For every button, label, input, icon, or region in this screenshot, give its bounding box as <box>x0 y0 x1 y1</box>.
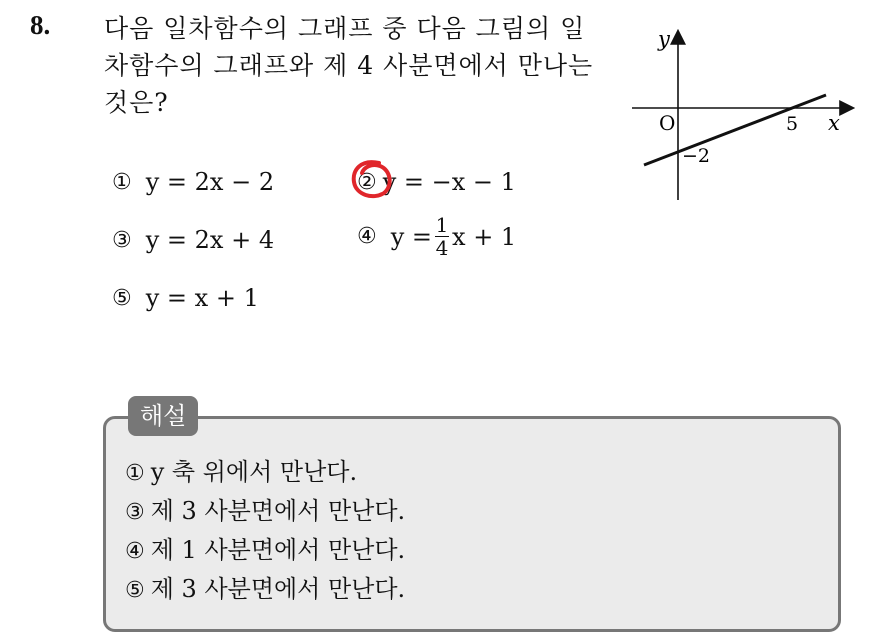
selected-answer-circle <box>349 158 395 202</box>
solution-text: 제 1 사분면에서 만난다. <box>150 536 406 564</box>
choice-mark: ④ <box>357 224 377 249</box>
choice-equation-suffix: x + 1 <box>452 222 517 251</box>
choice-equation: y = −x − 1 <box>382 168 516 196</box>
solution-mark: ③ <box>125 500 145 525</box>
x-intercept-label: 5 <box>786 113 799 135</box>
solution-title: 해설 <box>128 396 198 436</box>
y-intercept-label: −2 <box>682 145 711 167</box>
fraction-numerator: 1 <box>435 213 449 237</box>
choice-equation: y = x + 1 <box>145 284 259 312</box>
x-axis-label: x <box>828 111 840 135</box>
choice-mark: ③ <box>112 227 132 253</box>
solution-line <box>125 452 357 487</box>
solution-mark: ④ <box>125 539 145 564</box>
solution-text: y 축 위에서 만난다. <box>150 458 358 486</box>
solution-text: 제 3 사분면에서 만난다. <box>150 575 406 603</box>
choice-1[interactable] <box>112 168 274 196</box>
choice-mark: ② <box>357 169 377 195</box>
question-number: 8. <box>30 10 51 40</box>
fraction-denominator: 4 <box>435 236 449 260</box>
question-line: 차함수의 그래프와 제 4 사분면에서 만나는 <box>104 51 594 80</box>
choice-mark: ① <box>112 169 132 195</box>
question-line: 것은? <box>104 88 169 117</box>
choice-equation-prefix: y = <box>390 222 433 251</box>
choice-4[interactable] <box>357 214 516 259</box>
choice-equation: y = 2x + 4 <box>145 226 275 254</box>
choice-3[interactable] <box>112 226 274 254</box>
y-axis-label: y <box>658 27 670 51</box>
solution-line <box>125 491 405 526</box>
solution-mark: ⑤ <box>125 578 145 603</box>
solution-mark: ① <box>125 461 145 486</box>
solution-text: 제 3 사분면에서 만난다. <box>150 497 406 525</box>
solution-line <box>125 530 405 565</box>
solution-line <box>125 569 405 604</box>
choice-5[interactable] <box>112 284 259 312</box>
choice-equation: y = 2x − 2 <box>145 168 275 196</box>
choice-mark: ⑤ <box>112 285 132 311</box>
origin-label: O <box>659 111 676 135</box>
fraction <box>435 214 449 259</box>
question-text <box>104 10 614 121</box>
question-line: 다음 일차함수의 그래프 중 다음 그림의 일 <box>104 14 586 43</box>
line-graph <box>628 26 858 206</box>
